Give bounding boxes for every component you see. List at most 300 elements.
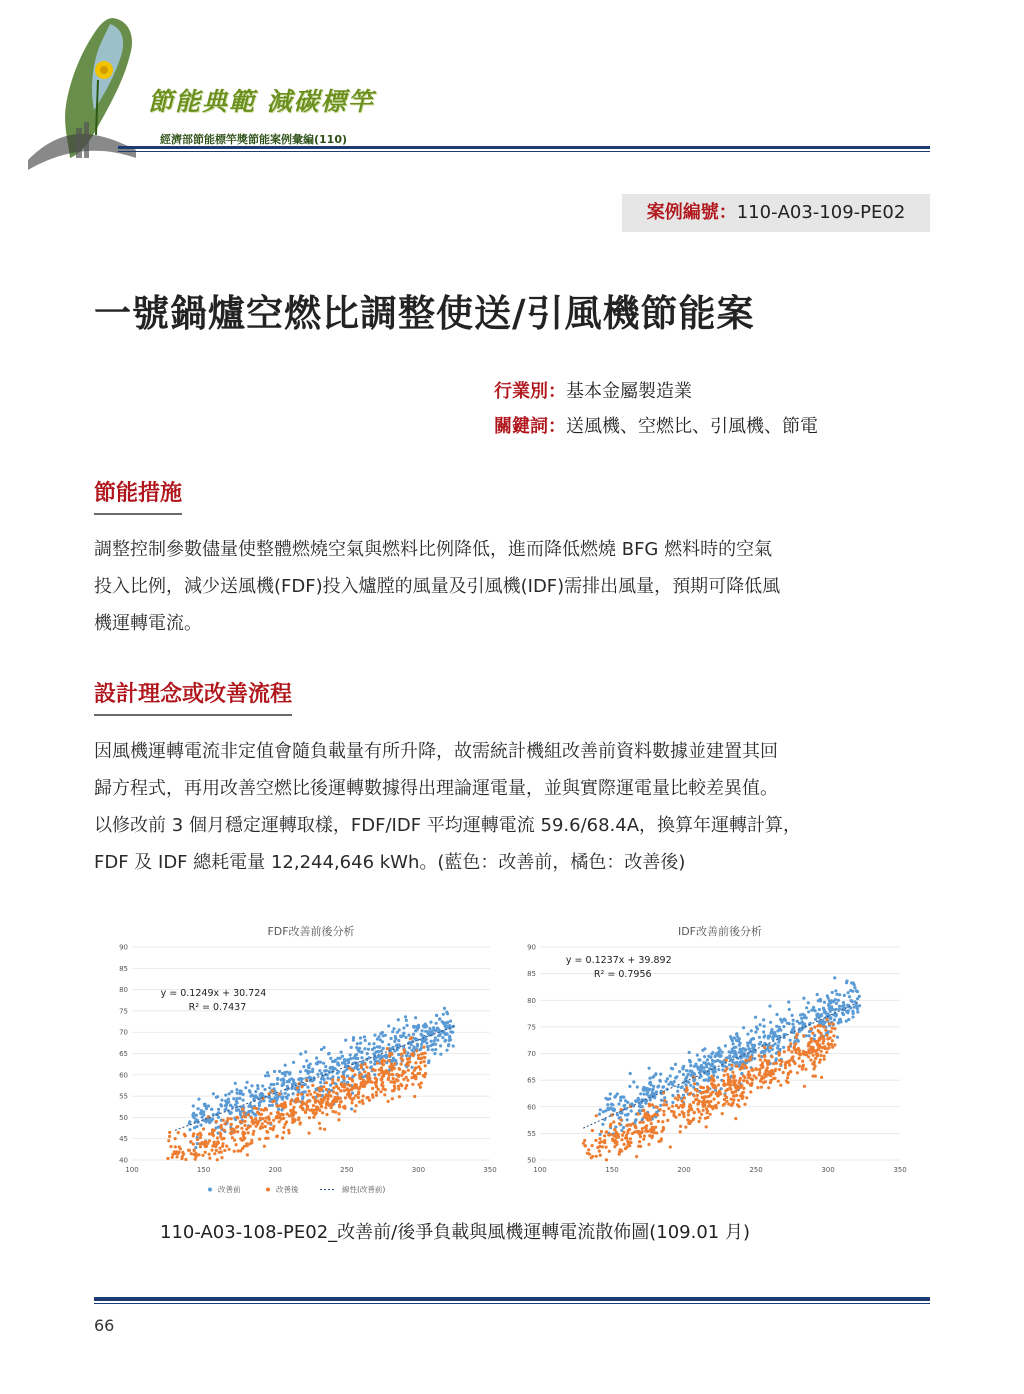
data-point — [724, 1044, 727, 1047]
data-point — [324, 1106, 327, 1109]
data-point — [827, 1003, 830, 1006]
data-point — [775, 1057, 778, 1060]
data-point — [216, 1136, 219, 1139]
data-point — [677, 1095, 680, 1098]
data-point — [711, 1070, 714, 1073]
data-point — [778, 1026, 781, 1029]
data-point — [368, 1099, 371, 1102]
data-point — [445, 1011, 448, 1014]
y-tick-label: 70 — [119, 1028, 128, 1037]
data-point — [373, 1073, 376, 1076]
data-point — [269, 1112, 272, 1115]
data-point — [750, 1029, 753, 1032]
data-point — [250, 1120, 253, 1123]
data-point — [811, 1032, 814, 1035]
data-point — [355, 1084, 358, 1087]
data-point — [688, 1051, 691, 1054]
data-point — [387, 1024, 390, 1027]
data-point — [217, 1116, 220, 1119]
data-point — [778, 1038, 781, 1041]
data-point — [286, 1071, 289, 1074]
data-point — [326, 1097, 329, 1100]
data-point — [809, 1027, 812, 1030]
data-point — [812, 1054, 815, 1057]
data-point — [699, 1116, 702, 1119]
data-point — [195, 1114, 198, 1117]
data-point — [373, 1063, 376, 1066]
data-point — [406, 1062, 409, 1065]
data-point — [411, 1083, 414, 1086]
data-point — [711, 1107, 714, 1110]
data-point — [649, 1081, 652, 1084]
data-point — [612, 1120, 615, 1123]
data-point — [213, 1141, 216, 1144]
data-point — [710, 1075, 713, 1078]
data-point — [841, 1012, 844, 1015]
data-point — [774, 1035, 777, 1038]
data-point — [718, 1055, 721, 1058]
data-point — [393, 1062, 396, 1065]
data-point — [208, 1157, 211, 1160]
data-point — [325, 1113, 328, 1116]
data-point — [816, 1054, 819, 1057]
data-point — [344, 1096, 347, 1099]
data-point — [715, 1106, 718, 1109]
data-point — [629, 1072, 632, 1075]
data-point — [787, 1048, 790, 1051]
data-point — [769, 1032, 772, 1035]
data-point — [240, 1092, 243, 1095]
data-point — [385, 1072, 388, 1075]
data-point — [401, 1059, 404, 1062]
data-point — [224, 1108, 227, 1111]
data-point — [629, 1124, 632, 1127]
data-point — [632, 1080, 635, 1083]
data-point — [205, 1145, 208, 1148]
data-point — [365, 1096, 368, 1099]
data-point — [236, 1097, 239, 1100]
data-point — [687, 1081, 690, 1084]
data-point — [253, 1096, 256, 1099]
data-point — [280, 1078, 283, 1081]
data-point — [709, 1056, 712, 1059]
data-point — [724, 1083, 727, 1086]
data-point — [205, 1105, 208, 1108]
data-point — [856, 1010, 859, 1013]
data-point — [334, 1096, 337, 1099]
data-point — [301, 1085, 304, 1088]
data-point — [441, 1036, 444, 1039]
data-point — [818, 1061, 821, 1064]
data-point — [212, 1092, 215, 1095]
data-point — [635, 1155, 638, 1158]
data-point — [221, 1145, 224, 1148]
data-point — [705, 1090, 708, 1093]
x-tick-label: 150 — [605, 1166, 619, 1174]
data-point — [247, 1131, 250, 1134]
data-point — [689, 1084, 692, 1087]
data-point — [349, 1053, 352, 1056]
data-point — [229, 1131, 232, 1134]
x-tick-label: 250 — [749, 1166, 763, 1174]
data-point — [747, 1076, 750, 1079]
data-point — [619, 1099, 622, 1102]
data-point — [811, 1051, 814, 1054]
data-point — [629, 1141, 632, 1144]
data-point — [678, 1113, 681, 1116]
data-point — [649, 1130, 652, 1133]
data-point — [612, 1134, 615, 1137]
data-point — [258, 1138, 261, 1141]
data-point — [772, 1038, 775, 1041]
data-point — [847, 991, 850, 994]
data-point — [798, 1057, 801, 1060]
data-point — [738, 1063, 741, 1066]
brand-title: 節能典範 減碳標竿 — [148, 87, 375, 116]
data-point — [202, 1127, 205, 1130]
data-point — [779, 1063, 782, 1066]
data-point — [445, 1021, 448, 1024]
data-point — [698, 1120, 701, 1123]
data-point — [329, 1057, 332, 1060]
data-point — [318, 1069, 321, 1072]
data-point — [606, 1103, 609, 1106]
data-point — [700, 1064, 703, 1067]
legend-marker — [208, 1188, 212, 1192]
data-point — [341, 1075, 344, 1078]
data-point — [698, 1059, 701, 1062]
data-point — [824, 1029, 827, 1032]
data-point — [630, 1109, 633, 1112]
data-point — [642, 1138, 645, 1141]
data-point — [213, 1129, 216, 1132]
data-point — [681, 1067, 684, 1070]
data-point — [702, 1109, 705, 1112]
data-point — [717, 1083, 720, 1086]
data-point — [711, 1091, 714, 1094]
data-point — [756, 1086, 759, 1089]
data-point — [350, 1078, 353, 1081]
data-point — [689, 1060, 692, 1063]
data-point — [722, 1079, 725, 1082]
data-point — [735, 1032, 738, 1035]
data-point — [801, 1060, 804, 1063]
data-point — [621, 1134, 624, 1137]
data-point — [682, 1112, 685, 1115]
data-point — [390, 1037, 393, 1040]
data-point — [735, 1065, 738, 1068]
data-point — [613, 1128, 616, 1131]
data-point — [292, 1061, 295, 1064]
data-point — [360, 1064, 363, 1067]
data-point — [790, 1050, 793, 1053]
data-point — [337, 1078, 340, 1081]
data-point — [220, 1150, 223, 1153]
data-point — [171, 1156, 174, 1159]
data-point — [225, 1145, 228, 1148]
data-point — [775, 1013, 778, 1016]
data-point — [770, 1055, 773, 1058]
measures-line-2: 投入比例，減少送風機(FDF)投入爐膛的風量及引風機(IDF)需排出風量，預期可降低風 — [94, 576, 781, 597]
data-point — [363, 1035, 366, 1038]
data-point — [801, 1020, 804, 1023]
data-point — [714, 1085, 717, 1088]
data-point — [392, 1027, 395, 1030]
data-point — [754, 1016, 757, 1019]
data-point — [689, 1064, 692, 1067]
data-point — [833, 976, 836, 979]
data-point — [236, 1130, 239, 1133]
data-point — [784, 1019, 787, 1022]
data-point — [626, 1131, 629, 1134]
data-point — [703, 1055, 706, 1058]
data-point — [598, 1150, 601, 1153]
data-point — [319, 1061, 322, 1064]
data-point — [762, 1018, 765, 1021]
data-point — [284, 1103, 287, 1106]
data-point — [602, 1110, 605, 1113]
data-point — [315, 1108, 318, 1111]
data-point — [288, 1131, 291, 1134]
data-point — [836, 1036, 839, 1039]
data-point — [379, 1054, 382, 1057]
data-point — [277, 1111, 280, 1114]
data-point — [831, 1022, 834, 1025]
data-point — [733, 1081, 736, 1084]
data-point — [381, 1075, 384, 1078]
data-point — [420, 1052, 423, 1055]
data-point — [217, 1108, 220, 1111]
data-point — [367, 1078, 370, 1081]
data-point — [798, 1049, 801, 1052]
data-point — [278, 1092, 281, 1095]
data-point — [399, 1083, 402, 1086]
data-point — [351, 1087, 354, 1090]
data-point — [807, 1043, 810, 1046]
data-point — [763, 1055, 766, 1058]
data-point — [284, 1092, 287, 1095]
data-point — [745, 1079, 748, 1082]
y-tick-label: 80 — [119, 986, 128, 995]
data-point — [735, 1088, 738, 1091]
data-point — [805, 1006, 808, 1009]
data-point — [301, 1100, 304, 1103]
data-point — [304, 1069, 307, 1072]
data-point — [250, 1094, 253, 1097]
data-point — [238, 1097, 241, 1100]
data-point — [638, 1109, 641, 1112]
section-heading-measures: 節能措施 — [94, 476, 182, 515]
data-point — [196, 1133, 199, 1136]
data-point — [674, 1097, 677, 1100]
data-point — [194, 1152, 197, 1155]
data-point — [731, 1039, 734, 1042]
y-tick-label: 90 — [119, 943, 128, 952]
data-point — [236, 1092, 239, 1095]
data-point — [166, 1157, 169, 1160]
data-point — [427, 1061, 430, 1064]
data-point — [439, 1053, 442, 1056]
measures-line-1: 調整控制參數儘量使整體燃燒空氣與燃料比例降低，進而降低燃燒 BFG 燃料時的空氣 — [94, 539, 773, 560]
data-point — [273, 1096, 276, 1099]
data-point — [795, 1036, 798, 1039]
data-point — [791, 1023, 794, 1026]
data-point — [380, 1078, 383, 1081]
data-point — [223, 1122, 226, 1125]
data-point — [271, 1104, 274, 1107]
data-point — [732, 1098, 735, 1101]
data-point — [656, 1113, 659, 1116]
data-point — [758, 1068, 761, 1071]
data-point — [642, 1121, 645, 1124]
data-point — [786, 1022, 789, 1025]
data-point — [750, 1082, 753, 1085]
data-point — [320, 1048, 323, 1051]
data-point — [826, 1047, 829, 1050]
data-point — [402, 1048, 405, 1051]
data-point — [275, 1135, 278, 1138]
data-point — [256, 1087, 259, 1090]
data-point — [689, 1092, 692, 1095]
data-point — [802, 997, 805, 1000]
data-point — [823, 1055, 826, 1058]
data-point — [726, 1073, 729, 1076]
data-point — [713, 1098, 716, 1101]
data-point — [582, 1142, 585, 1145]
data-point — [230, 1128, 233, 1131]
data-point — [331, 1081, 334, 1084]
data-point — [598, 1141, 601, 1144]
data-point — [627, 1113, 630, 1116]
data-point — [306, 1093, 309, 1096]
data-point — [628, 1144, 631, 1147]
data-point — [696, 1089, 699, 1092]
data-point — [382, 1087, 385, 1090]
legend-marker — [266, 1188, 270, 1192]
data-point — [406, 1024, 409, 1027]
data-point — [347, 1058, 350, 1061]
data-point — [789, 1039, 792, 1042]
data-point — [770, 1069, 773, 1072]
data-point — [321, 1111, 324, 1114]
data-point — [831, 1039, 834, 1042]
data-point — [646, 1118, 649, 1121]
data-point — [692, 1079, 695, 1082]
data-point — [393, 1040, 396, 1043]
y-tick-label: 60 — [119, 1071, 128, 1080]
data-point — [753, 1050, 756, 1053]
data-point — [779, 1084, 782, 1087]
data-point — [682, 1094, 685, 1097]
data-point — [213, 1152, 216, 1155]
data-point — [315, 1062, 318, 1065]
data-point — [439, 1044, 442, 1047]
data-point — [591, 1129, 594, 1132]
data-point — [820, 1032, 823, 1035]
data-point — [264, 1074, 267, 1077]
data-point — [232, 1097, 235, 1100]
data-point — [360, 1051, 363, 1054]
data-point — [666, 1077, 669, 1080]
data-point — [655, 1090, 658, 1093]
data-point — [398, 1095, 401, 1098]
data-point — [680, 1099, 683, 1102]
data-point — [825, 1018, 828, 1021]
data-point — [291, 1121, 294, 1124]
data-point — [246, 1081, 249, 1084]
data-point — [288, 1071, 291, 1074]
data-point — [405, 1084, 408, 1087]
data-point — [258, 1097, 261, 1100]
data-point — [256, 1084, 259, 1087]
data-point — [434, 1048, 437, 1051]
data-point — [448, 1024, 451, 1027]
data-point — [282, 1117, 285, 1120]
data-point — [769, 1079, 772, 1082]
data-point — [816, 1014, 819, 1017]
data-point — [759, 1078, 762, 1081]
data-point — [736, 1035, 739, 1038]
data-point — [817, 1029, 820, 1032]
data-point — [641, 1127, 644, 1130]
data-point — [723, 1074, 726, 1077]
data-point — [228, 1148, 231, 1151]
keywords-label: 關鍵詞： — [494, 416, 566, 437]
data-point — [413, 1095, 416, 1098]
data-point — [743, 1076, 746, 1079]
data-point — [734, 1061, 737, 1064]
data-point — [372, 1042, 375, 1045]
data-point — [769, 1046, 772, 1049]
data-point — [646, 1091, 649, 1094]
data-point — [263, 1145, 266, 1148]
data-point — [706, 1058, 709, 1061]
data-point — [657, 1085, 660, 1088]
data-point — [807, 1001, 810, 1004]
data-point — [820, 1013, 823, 1016]
data-point — [296, 1086, 299, 1089]
data-point — [696, 1054, 699, 1057]
data-point — [397, 1053, 400, 1056]
data-point — [789, 1070, 792, 1073]
data-point — [289, 1102, 292, 1105]
data-point — [709, 1113, 712, 1116]
data-point — [681, 1085, 684, 1088]
data-point — [255, 1107, 258, 1110]
data-point — [644, 1113, 647, 1116]
data-point — [436, 1039, 439, 1042]
data-point — [735, 1039, 738, 1042]
data-point — [387, 1100, 390, 1103]
data-point — [605, 1158, 608, 1161]
data-point — [410, 1053, 413, 1056]
data-point — [289, 1100, 292, 1103]
regression-equation: y = 0.1237x + 39.892 — [565, 954, 672, 966]
data-point — [350, 1107, 353, 1110]
data-point — [355, 1104, 358, 1107]
data-point — [835, 1013, 838, 1016]
data-point — [617, 1102, 620, 1105]
data-point — [692, 1117, 695, 1120]
data-point — [856, 1005, 859, 1008]
data-point — [639, 1121, 642, 1124]
data-point — [195, 1125, 198, 1128]
data-point — [837, 999, 840, 1002]
data-point — [696, 1094, 699, 1097]
data-point — [369, 1061, 372, 1064]
data-point — [671, 1101, 674, 1104]
data-point — [671, 1082, 674, 1085]
